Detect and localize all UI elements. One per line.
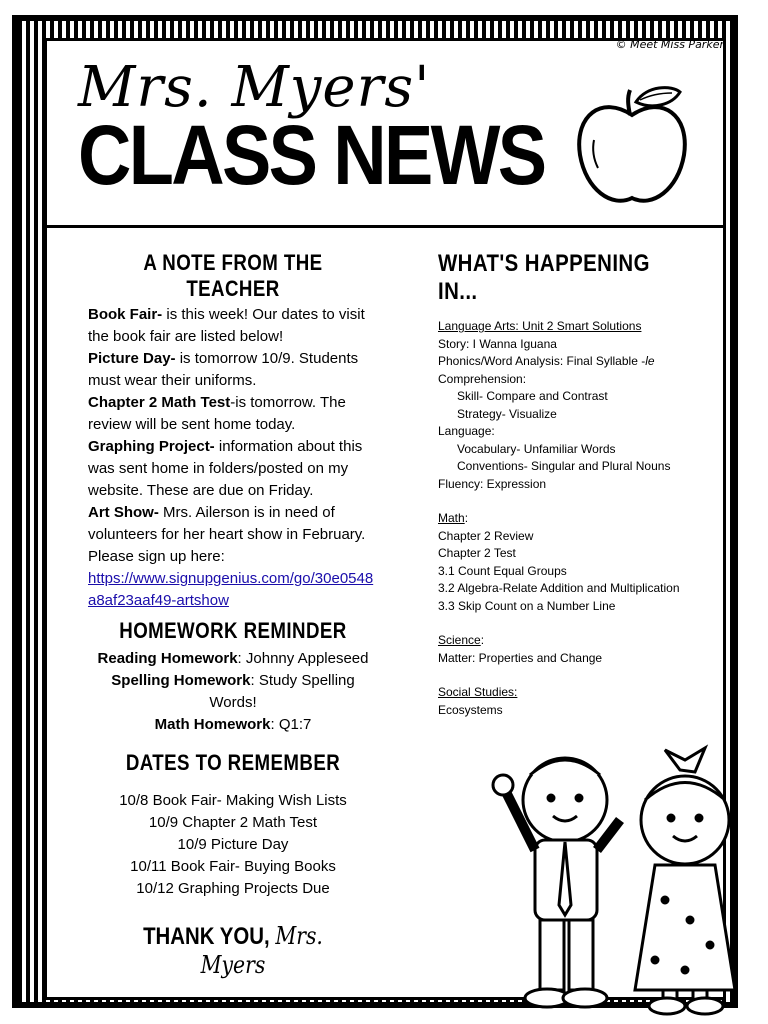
note-label: Picture Day- (88, 350, 176, 367)
story-line: Story: I Wanna Iguana (438, 336, 557, 351)
math-heading (438, 510, 728, 528)
dates-list (88, 790, 378, 900)
date-item: 10/11 Book Fair- Buying Books (130, 858, 336, 875)
skill-line: Skill- Compare and Contrast (457, 389, 608, 403)
homework-label: Spelling Homework (111, 672, 251, 689)
signup-link[interactable]: https://www.signupgenius.com/go/30e0548a8af23aaf49-artshow (88, 570, 374, 609)
language-arts-heading: Language Arts: Unit 2 Smart Solutions (438, 319, 642, 333)
note-label: Book Fair- (88, 306, 163, 323)
science-line: Matter: Properties and Change (438, 650, 603, 665)
note-text: is this week! Our dates to visit the book fair are listed below! (88, 306, 365, 345)
science-heading (438, 632, 728, 650)
social-studies-heading: Social Studies: (438, 685, 518, 699)
signature: Mrs. Myers (200, 922, 323, 979)
date-item: 10/8 Book Fair- Making Wish Lists (119, 792, 347, 809)
homework-list (88, 648, 378, 736)
science-heading-colon: : (480, 633, 485, 647)
happening-heading: WHAT'S HAPPENING IN... (438, 250, 650, 305)
note-text: -is tomorrow. The review will be sent home today. (88, 394, 346, 433)
math-item: Chapter 2 Review (438, 528, 534, 543)
note-text: information about this was sent home in folders/posted on my website. These are due on Friday. (88, 438, 363, 499)
social-studies-line: Ecosystems (438, 702, 503, 717)
header-divider (44, 225, 726, 228)
kids-clipart-icon (485, 730, 760, 1020)
closing (110, 922, 357, 980)
math-heading-text: Math (438, 511, 465, 525)
apple-icon (572, 80, 692, 210)
phonics-line (438, 353, 728, 371)
science-heading-text: Science (438, 633, 481, 647)
math-item: 3.1 Count Equal Groups (438, 563, 567, 578)
homework-heading: HOMEWORK REMINDER (119, 618, 347, 643)
homework-label: Reading Homework (97, 650, 238, 667)
phonics-suffix: le (645, 354, 655, 368)
dates-heading: DATES TO REMEMBER (125, 750, 341, 775)
homework-label: Math Homework (154, 716, 271, 733)
copyright-text: © Meet Miss Parker (615, 38, 724, 51)
thank-you-text: THANK YOU, (143, 923, 270, 950)
homework-text: : Study Spelling Words! (209, 672, 355, 711)
math-item: Chapter 2 Test (438, 546, 516, 560)
note-label: Graphing Project- (88, 438, 215, 455)
note-heading: A NOTE FROM THE TEACHER (143, 250, 323, 301)
homework-text: : Q1:7 (270, 716, 312, 733)
math-item: 3.3 Skip Count on a Number Line (438, 598, 616, 613)
note-label: Chapter 2 Math Test (88, 394, 231, 411)
teacher-note (88, 304, 378, 612)
math-heading-colon: : (464, 511, 469, 525)
right-column (438, 250, 728, 719)
homework-text: : Johnny Appleseed (237, 650, 369, 667)
note-label: Art Show- (88, 504, 159, 521)
date-item: 10/9 Chapter 2 Math Test (148, 814, 318, 831)
note-text: is tomorrow 10/9. Students must wear their uniforms. (88, 350, 359, 389)
fluency-line: Fluency: Expression (438, 476, 547, 491)
curriculum-info (438, 318, 728, 719)
phonics-text: Phonics/Word Analysis: Final Syllable - (438, 354, 646, 368)
date-item: 10/12 Graphing Projects Due (136, 880, 330, 897)
page-title: CLASS NEWS (78, 108, 545, 202)
vocabulary-line: Vocabulary- Unfamiliar Words (457, 441, 616, 456)
comprehension-line: Comprehension: (438, 371, 527, 386)
strategy-line: Strategy- Visualize (457, 406, 557, 421)
note-text: Mrs. Ailerson is in need of volunteers for her heart show in February. Please sign up here: (88, 504, 366, 565)
language-line: Language: (438, 424, 495, 438)
teacher-name-title: Mrs. Myers' (78, 55, 431, 120)
math-item: 3.2 Algebra-Relate Addition and Multiplication (438, 581, 680, 595)
left-column (88, 250, 378, 980)
conventions-line: Conventions- Singular and Plural Nouns (457, 459, 671, 473)
date-item: 10/9 Picture Day (177, 836, 289, 853)
